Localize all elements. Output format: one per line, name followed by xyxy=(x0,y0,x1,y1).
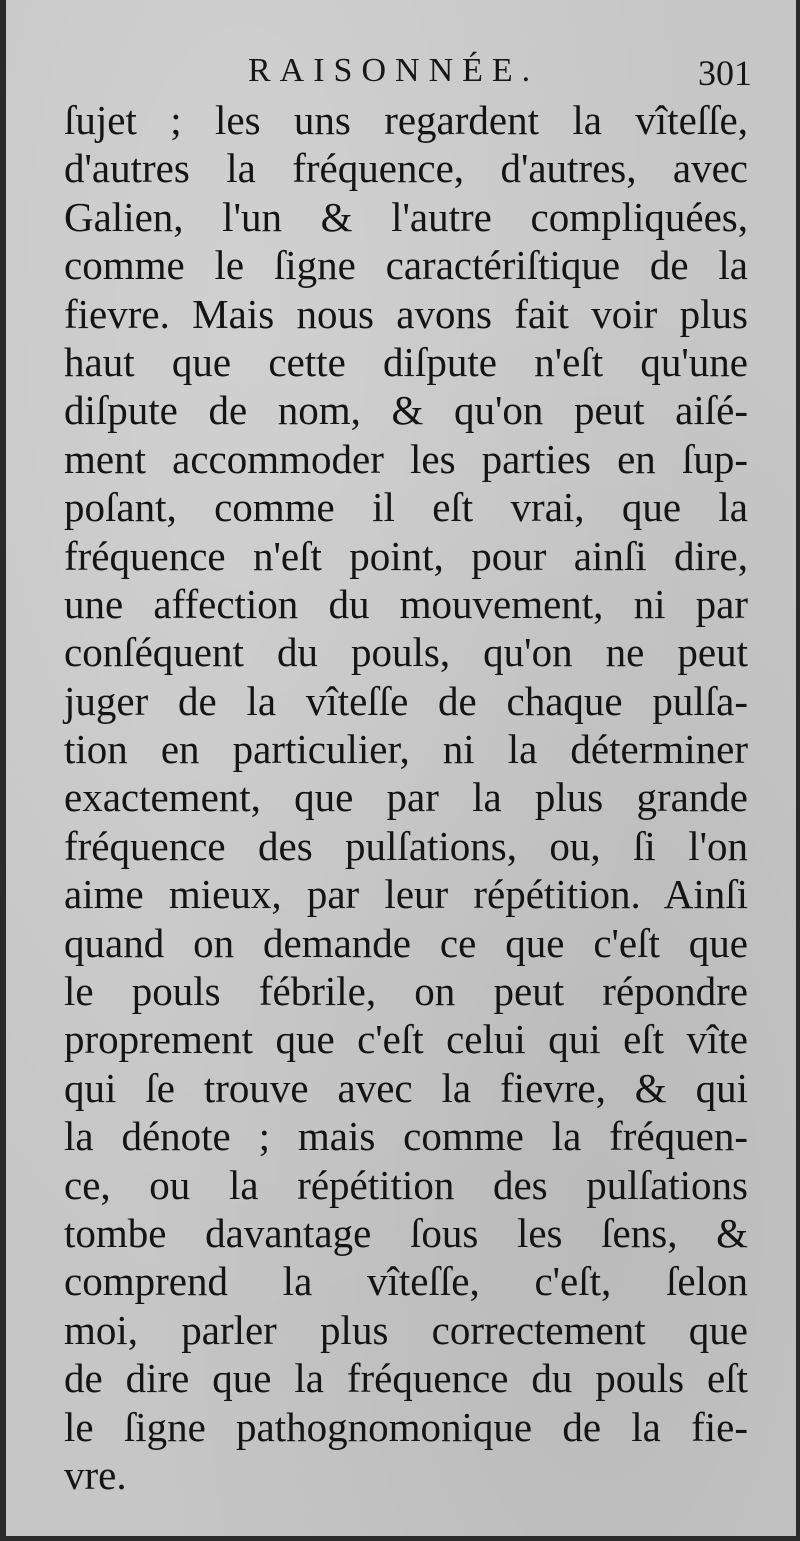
text-line: tombe davantage ſous les ſens, & xyxy=(64,1209,748,1256)
text-line: une affection du mouvement, ni par xyxy=(64,580,748,627)
page-number: 301 xyxy=(698,53,752,93)
text-line: juger de la vîteſſe de chaque pulſa- xyxy=(64,677,748,724)
body-text xyxy=(64,96,748,1499)
text-line: le pouls fébrile, on peut répondre xyxy=(64,968,748,1015)
text-line: proprement que c'eſt celui qui eſt vîte xyxy=(64,1016,748,1063)
text-line: haut que cette diſpute n'eſt qu'une xyxy=(64,338,748,385)
page-header xyxy=(62,52,752,102)
text-line: ſujet ; les uns regardent la vîteſſe, xyxy=(64,97,748,143)
text-line: vre. xyxy=(64,1451,127,1498)
text-line: de dire que la fréquence du pouls eſt xyxy=(64,1355,748,1402)
text-line: quand on demande ce que c'eſt que xyxy=(64,919,748,966)
book-page xyxy=(6,0,796,1536)
text-line: d'autres la fréquence, d'autres, avec xyxy=(64,145,748,192)
text-line: conſéquent du pouls, qu'on ne peut xyxy=(64,629,748,676)
text-line: Galien, l'un & l'autre compliquées, xyxy=(64,193,748,240)
text-line: ce, ou la répétition des pulſations xyxy=(64,1161,748,1208)
text-line: exactement, que par la plus grande xyxy=(64,774,748,821)
text-line: diſpute de nom, & qu'on peut aiſé- xyxy=(64,387,748,434)
text-line: poſant, comme il eſt vrai, que la xyxy=(64,484,748,531)
text-line: qui ſe trouve avec la fievre, & qui xyxy=(64,1064,748,1111)
text-line: la dénote ; mais comme la fréquen- xyxy=(64,1113,748,1160)
text-line: ment accommoder les parties en ſup- xyxy=(64,435,748,482)
text-line: aime mieux, par leur répétition. Ainſi xyxy=(64,871,748,918)
text-line: fréquence n'eſt point, pour ainſi dire, xyxy=(64,532,748,579)
text-line: le ſigne pathognomonique de la fie- xyxy=(64,1403,748,1450)
text-line: fievre. Mais nous avons fait voir plus xyxy=(64,290,748,337)
text-line: fréquence des pulſations, ou, ſi l'on xyxy=(64,822,748,869)
running-head: RAISONNÉE. xyxy=(248,52,540,89)
text-line: tion en particulier, ni la déterminer xyxy=(64,726,748,773)
text-line: comme le ſigne caractériſtique de la xyxy=(64,242,748,289)
text-line: moi, parler plus correctement que xyxy=(64,1306,748,1353)
text-line: comprend la vîteſſe, c'eſt, ſelon xyxy=(64,1258,748,1305)
